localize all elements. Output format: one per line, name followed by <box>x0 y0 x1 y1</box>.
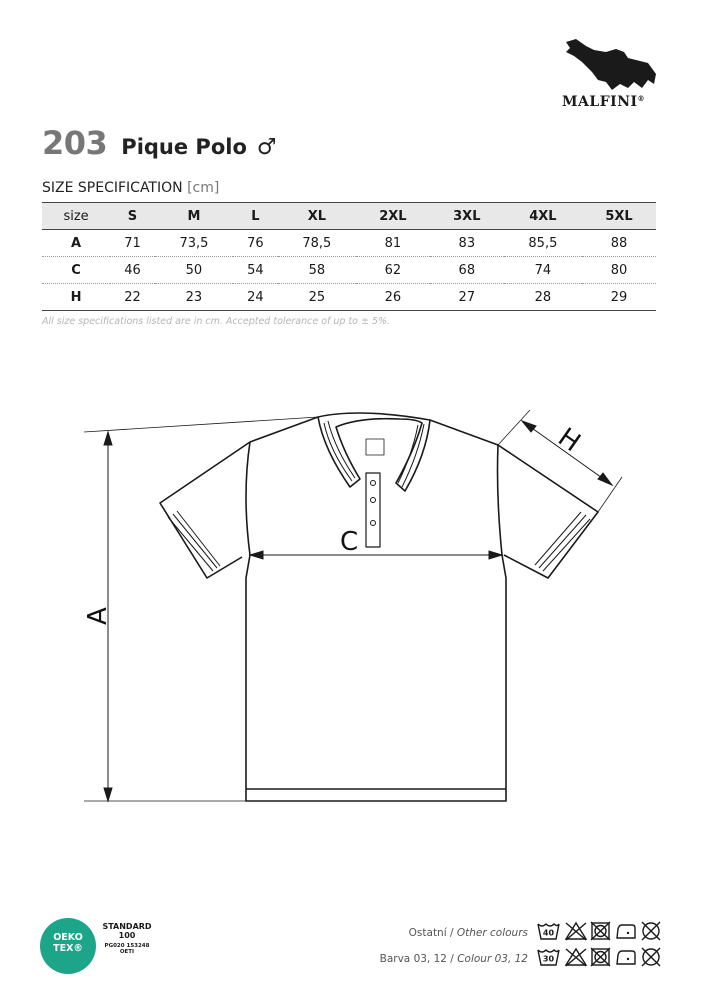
table-cell: 28 <box>504 284 582 311</box>
oeko-line2: TEX® <box>53 943 83 954</box>
wash-temp: 40 <box>542 928 555 938</box>
no-dry-clean-icon <box>642 922 660 940</box>
cert-code: PG020 153248 <box>104 943 150 949</box>
shirt-body-outline <box>246 417 506 801</box>
left-sleeve <box>160 442 250 578</box>
cert-institute: OETI <box>119 949 135 955</box>
no-tumble-dry-icon <box>591 948 610 966</box>
table-cell: 80 <box>582 257 656 284</box>
size-table <box>42 202 656 311</box>
table-cell: 27 <box>430 284 504 311</box>
care-icons-row <box>536 920 666 942</box>
button <box>371 481 376 486</box>
table-row <box>42 257 656 284</box>
size-spec-unit: [cm] <box>187 180 220 196</box>
table-cell: 24 <box>233 284 278 311</box>
size-spec-heading <box>42 180 219 196</box>
table-header-cell: S <box>110 203 155 230</box>
label-h: H <box>552 422 586 459</box>
size-spec-title: SIZE SPECIFICATION <box>42 180 183 196</box>
no-tumble-dry-icon <box>591 922 610 940</box>
table-cell: 54 <box>233 257 278 284</box>
table-header-cell: size <box>42 203 110 230</box>
iron-icon <box>617 951 635 964</box>
polo-shirt-diagram <box>60 395 640 825</box>
table-header-cell: 4XL <box>504 203 582 230</box>
cert-standard: STANDARD <box>102 922 152 931</box>
table-cell: A <box>42 230 110 257</box>
table-cell: 50 <box>155 257 233 284</box>
brand-name: MALFINI® <box>562 94 646 110</box>
table-row <box>42 230 656 257</box>
product-title <box>42 124 277 164</box>
table-cell: 22 <box>110 284 155 311</box>
table-cell: 23 <box>155 284 233 311</box>
table-cell: 71 <box>110 230 155 257</box>
no-bleach-icon <box>566 923 586 940</box>
oeko-tex-badge <box>40 918 96 974</box>
table-header-cell: L <box>233 203 278 230</box>
table-cell: 76 <box>233 230 278 257</box>
collar <box>318 413 430 491</box>
table-header-cell: 2XL <box>356 203 430 230</box>
certification-text <box>102 922 152 955</box>
oeko-line1: OEKO <box>53 932 83 943</box>
table-cell: 68 <box>430 257 504 284</box>
neck-label <box>366 439 384 455</box>
table-cell: C <box>42 257 110 284</box>
other-colours-cz: Ostatní / <box>408 927 457 939</box>
male-icon: ♂ <box>256 135 277 160</box>
table-cell: 58 <box>278 257 356 284</box>
table-cell: 25 <box>278 284 356 311</box>
label-a: A <box>83 607 113 625</box>
table-cell: H <box>42 284 110 311</box>
table-cell: 62 <box>356 257 430 284</box>
dimension-c <box>250 551 502 559</box>
product-name: Pique Polo <box>121 135 247 159</box>
table-cell: 85,5 <box>504 230 582 257</box>
table-row <box>42 284 656 311</box>
button <box>371 521 376 526</box>
table-cell: 78,5 <box>278 230 356 257</box>
product-number: 203 <box>42 124 108 162</box>
cert-number: 100 <box>118 931 136 940</box>
table-header-cell: 5XL <box>582 203 656 230</box>
table-cell: 73,5 <box>155 230 233 257</box>
table-header-cell: M <box>155 203 233 230</box>
table-cell: 74 <box>504 257 582 284</box>
colour-en: Colour 03, 12 <box>457 953 528 965</box>
table-header-cell: 3XL <box>430 203 504 230</box>
table-cell: 29 <box>582 284 656 311</box>
table-cell: 88 <box>582 230 656 257</box>
care-icons-row <box>536 946 666 968</box>
colour-label <box>380 953 528 965</box>
label-c: C <box>340 527 359 557</box>
placket <box>366 473 380 547</box>
iron-icon <box>617 925 635 938</box>
eagle-icon <box>562 36 660 92</box>
no-dry-clean-icon <box>642 948 660 966</box>
table-cell: 83 <box>430 230 504 257</box>
other-colours-en: Other colours <box>456 927 528 939</box>
table-cell: 46 <box>110 257 155 284</box>
table-cell: 81 <box>356 230 430 257</box>
wash-temp: 30 <box>542 954 555 964</box>
dimension-h <box>498 410 622 512</box>
brand-logo <box>560 36 664 112</box>
colour-cz: Barva 03, 12 / <box>379 953 458 965</box>
tolerance-note: All size specifications listed are in cm. Accepted tolerance of up to ± 5%. <box>42 316 391 327</box>
table-cell: 26 <box>356 284 430 311</box>
button <box>371 498 376 503</box>
table-header-cell: XL <box>278 203 356 230</box>
size-table-header <box>42 203 656 230</box>
no-bleach-icon <box>566 949 586 966</box>
other-colours-label <box>409 927 528 939</box>
